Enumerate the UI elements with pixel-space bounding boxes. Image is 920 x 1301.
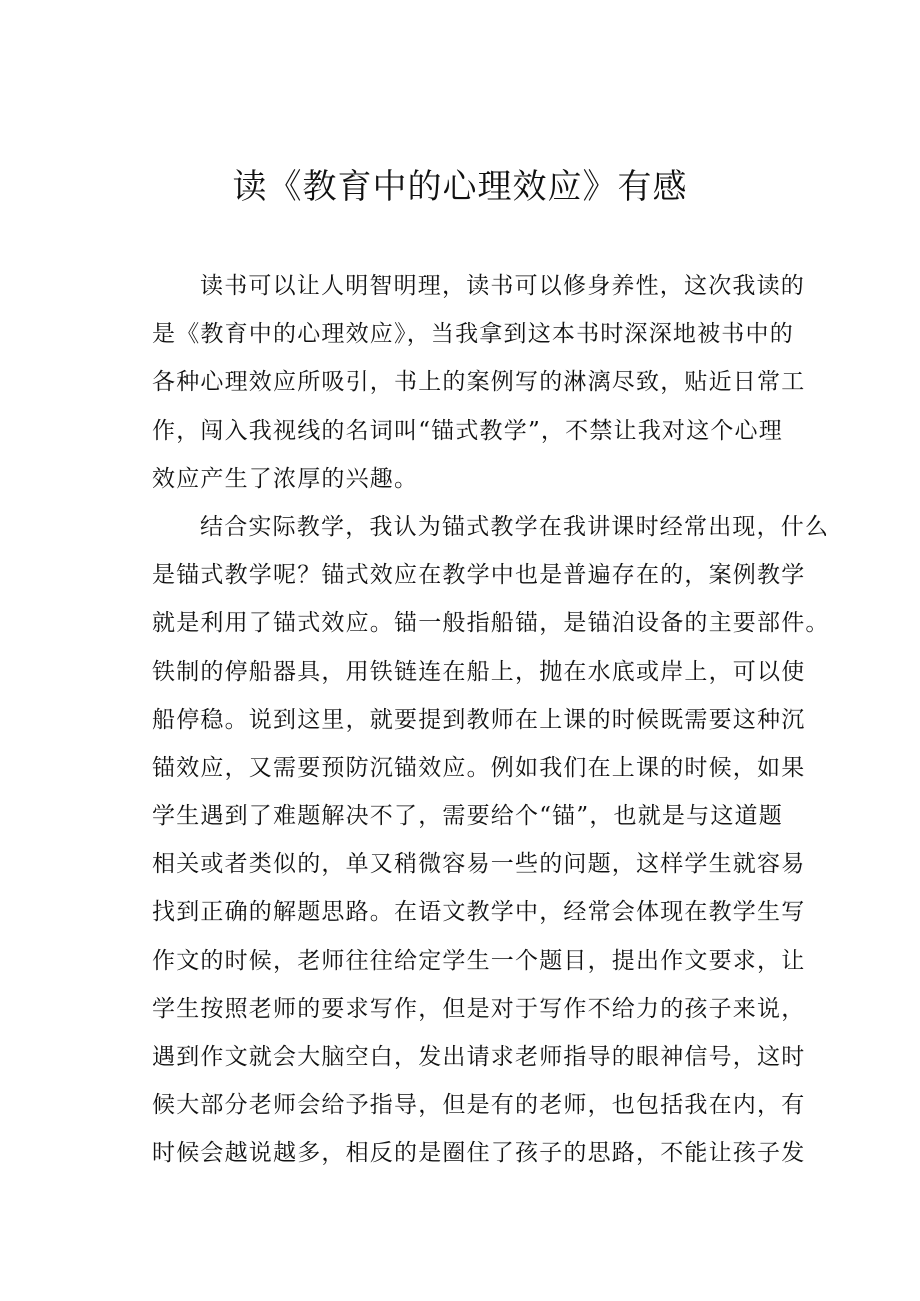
- paragraph-line: 读书可以让人明智明理，读书可以修身养性，这次我读的: [200, 273, 805, 299]
- paragraph-line: 船停稳。说到这里，就要提到教师在上课的时候既需要这种沉: [152, 706, 806, 733]
- paragraph-line: 是《教育中的心理效应》，当我拿到这本书时深深地被书中的: [152, 321, 794, 348]
- paragraph-line: 效应产生了浓厚的兴趣。: [152, 465, 419, 492]
- paragraph-line: 相关或者类似的，单又稍微容易一些的问题，这样学生就容易: [152, 851, 806, 878]
- paragraph-line: 是锚式教学呢？锚式效应在教学中也是普遍存在的，案例教学: [152, 562, 806, 589]
- paragraph-line: 候大部分老师会给予指导，但是有的老师，也包括我在内，有: [152, 1092, 806, 1119]
- document-title: 读《教育中的心理效应》有感: [232, 167, 688, 207]
- paragraph-line: 学生按照老师的要求写作，但是对于写作不给力的孩子来说，: [152, 995, 806, 1022]
- paragraph-line: 就是利用了锚式效应。锚一般指船锚，是锚泊设备的主要部件。: [152, 610, 830, 637]
- paragraph-line: 学生遇到了难题解决不了，需要给个“锚”，也就是与这道题: [152, 803, 783, 830]
- paragraph-line: 锚效应，又需要预防沉锚效应。例如我们在上课的时候，如果: [152, 754, 806, 781]
- paragraph-line: 找到正确的解题思路。在语文教学中，经常会体现在教学生写: [152, 899, 806, 926]
- paragraph-line: 作，闯入我视线的名词叫“锚式教学”，不禁让我对这个心理: [152, 417, 783, 444]
- document-body: [152, 262, 830, 1178]
- paragraph-1: [152, 262, 806, 503]
- paragraph-line: 作文的时候，老师往往给定学生一个题目，提出作文要求，让: [152, 947, 806, 974]
- paragraph-line: 结合实际教学，我认为锚式教学在我讲课时经常出现，什么: [200, 513, 830, 540]
- paragraph-line: 各种心理效应所吸引，书上的案例写的淋漓尽致，贴近日常工: [152, 369, 806, 396]
- paragraph-2: [152, 503, 830, 1178]
- paragraph-line: 遇到作文就会大脑空白，发出请求老师指导的眼神信号，这时: [152, 1044, 806, 1070]
- paragraph-line: 时候会越说越多，相反的是圈住了孩子的思路，不能让孩子发: [152, 1140, 806, 1167]
- paragraph-line: 铁制的停船器具，用铁链连在船上，抛在水底或岸上，可以使: [152, 658, 806, 685]
